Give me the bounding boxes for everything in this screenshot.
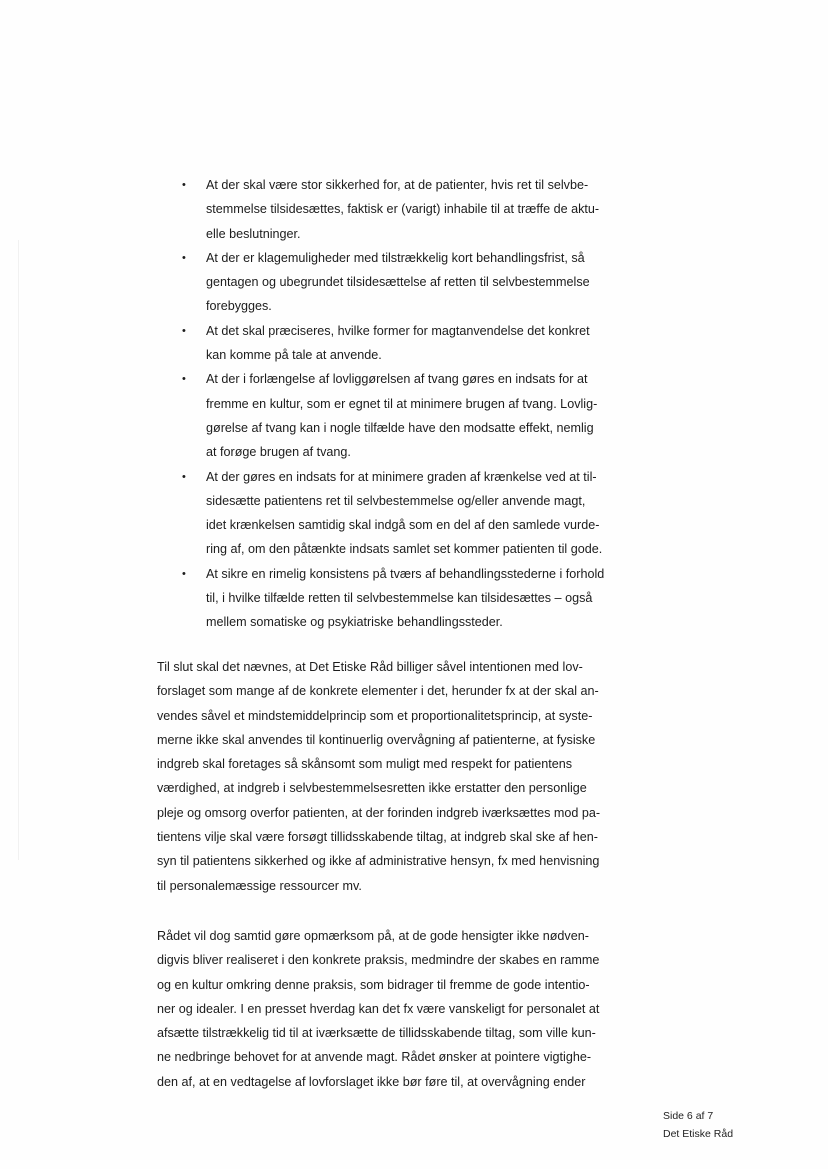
bullet-list: [178, 173, 653, 635]
bullet-marker: •: [182, 373, 186, 386]
bullet-text-line: At sikre en rimelig konsistens på tværs af behandlingsstederne i forhold: [206, 566, 605, 581]
paragraph-line: digvis bliver realiseret i den konkrete praksis, medmindre der skabes en ramme: [157, 953, 600, 968]
bullet-text-line: forebygges.: [206, 299, 272, 314]
bullet-text-line: mellem somatiske og psykiatriske behandlingssteder.: [206, 615, 503, 630]
paragraph-line: ner og idealer. I en presset hverdag kan det fx være vanskeligt for personalet at: [157, 1001, 600, 1016]
bullet-text-line: At der er klagemuligheder med tilstrækkelig kort behandlingsfrist, så: [206, 250, 585, 265]
paragraph-conclusion: [157, 655, 647, 898]
bullet-text-line: til, i hvilke tilfælde retten til selvbestemmelse kan tilsidesættes – også: [206, 591, 593, 606]
bullet-text-line: sidesætte patientens ret til selvbestemmelse og/eller anvende magt,: [206, 493, 586, 508]
bullet-text-line: fremme en kultur, som er egnet til at minimere brugen af tvang. Lovlig-: [206, 396, 598, 411]
paragraph-line: den af, at en vedtagelse af lovforslaget ikke bør føre til, at overvågning ender: [157, 1074, 586, 1089]
bullet-marker: •: [182, 470, 186, 483]
paragraph-line: og en kultur omkring denne praksis, som bidrager til fremme de gode intentio-: [157, 977, 590, 992]
bullet-text-line: stemmelse tilsidesættes, faktisk er (varigt) inhabile til at træffe de aktu-: [206, 202, 600, 217]
paragraph-line: til personalemæssige ressourcer mv.: [157, 878, 362, 893]
bullet-item: [178, 173, 653, 246]
bullet-text-line: At det skal præciseres, hvilke former for magtanvendelse det konkret: [206, 323, 590, 338]
paragraph-line: ne nedbringe behovet for at anvende magt. Rådet ønsker at pointere vigtighe-: [157, 1050, 592, 1065]
bullet-marker: •: [182, 324, 186, 337]
paragraph-line: pleje og omsorg overfor patienten, at der forinden indgreb iværksættes mod pa-: [157, 805, 601, 820]
paragraph-line: merne ikke skal anvendes til kontinuerlig overvågning af patienterne, at fysiske: [157, 732, 596, 747]
bullet-text-line: At der i forlængelse af lovliggørelsen af tvang gøres en indsats for at: [206, 372, 588, 387]
bullet-marker: •: [182, 179, 186, 191]
paragraph-line: vendes såvel et mindstemiddelprincip som et proportionalitetsprincip, at syste-: [157, 708, 593, 723]
paragraph-line: Til slut skal det nævnes, at Det Etiske Råd billiger såvel intentionen med lov-: [157, 660, 583, 674]
page-number: Side 6 af 7: [663, 1110, 714, 1122]
paragraph-line: tientens vilje skal være forsøgt tillidsskabende tiltag, at indgreb skal ske af hen-: [157, 830, 598, 845]
paragraph-line: værdighed, at indgreb i selvbestemmelsesretten ikke erstatter den personlige: [157, 781, 587, 796]
bullet-text-line: idet krænkelsen samtidig skal indgå som en del af den samlede vurde-: [206, 518, 600, 533]
paragraph-line: afsætte tilstrækkelig tid til at iværksætte de tillidsskabende tiltag, som ville kun-: [157, 1026, 596, 1041]
page-footer: [663, 1107, 733, 1143]
paragraph-line: forslaget som mange af de konkrete elementer i det, herunder fx at der skal an-: [157, 684, 599, 699]
bullet-text-line: elle beslutninger.: [206, 226, 301, 241]
bullet-text-line: At der skal være stor sikkerhed for, at de patienter, hvis ret til selvbe-: [206, 178, 589, 192]
bullet-text-line: gørelse af tvang kan i nogle tilfælde have den modsatte effekt, nemlig: [206, 420, 594, 435]
paragraph-line: indgreb skal foretages så skånsomt som muligt med respekt for patientens: [157, 757, 573, 772]
bullet-text-line: ring af, om den påtænkte indsats samlet set kommer patienten til gode.: [206, 542, 603, 557]
bullet-marker: •: [182, 251, 186, 264]
paragraph-line: Rådet vil dog samtid gøre opmærksom på, at de gode hensigter ikke nødven-: [157, 929, 589, 943]
bullet-item: [178, 246, 653, 319]
bullet-item: [178, 562, 653, 635]
bullet-marker: •: [182, 567, 186, 580]
paragraph-council-note: [157, 924, 647, 1094]
scan-edge-mark: [18, 240, 19, 860]
bullet-text-line: kan komme på tale at anvende.: [206, 348, 382, 363]
bullet-text-line: at forøge brugen af tvang.: [206, 445, 351, 460]
paragraph-line: syn til patientens sikkerhed og ikke af administrative hensyn, fx med henvisning: [157, 854, 600, 869]
bullet-item: [178, 319, 653, 368]
footer-organization: Det Etiske Råd: [663, 1128, 734, 1140]
bullet-text-line: At der gøres en indsats for at minimere graden af krænkelse ved at til-: [206, 469, 597, 484]
bullet-text-line: gentagen og ubegrundet tilsidesættelse af retten til selvbestemmelse: [206, 275, 590, 290]
bullet-item: [178, 367, 653, 464]
bullet-item: [178, 465, 653, 562]
